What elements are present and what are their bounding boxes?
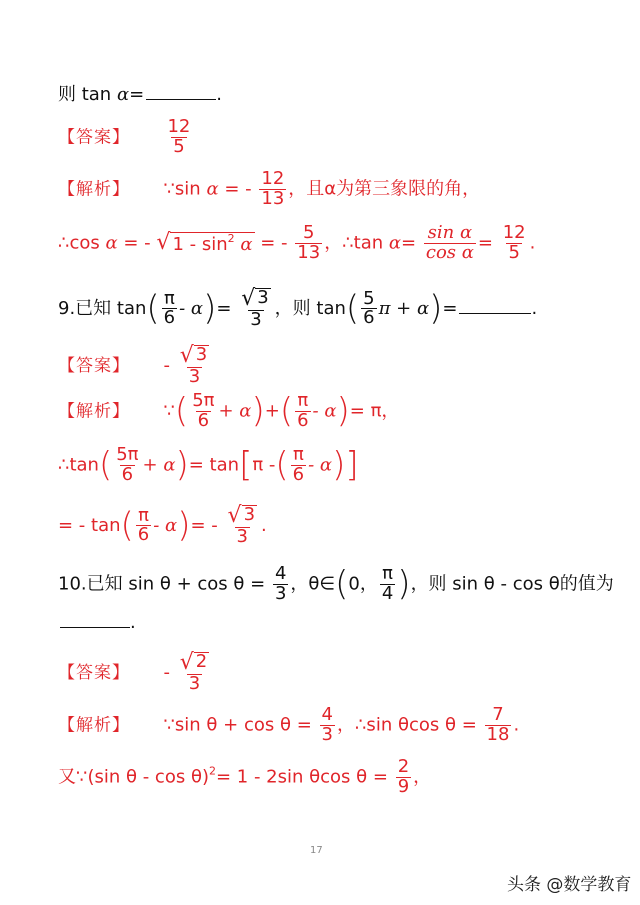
radicand: 3 xyxy=(257,287,269,308)
q9-answer-fraction xyxy=(178,345,211,387)
fraction-numerator: 5π xyxy=(116,444,139,465)
fraction-numerator: 5 xyxy=(303,222,315,243)
fraction xyxy=(485,706,512,745)
analysis-text: ∴tan xyxy=(58,454,99,476)
q10-stem-line xyxy=(58,565,614,604)
alpha-symbol: α xyxy=(116,84,130,105)
analysis-text: ，且α为第三象限的角， xyxy=(288,178,481,200)
question-text: 10.已知 sin θ + cos θ = xyxy=(58,573,266,595)
left-paren: ( xyxy=(98,444,113,485)
square-root xyxy=(156,232,254,254)
exponent: 2 xyxy=(208,764,216,778)
equals: = xyxy=(442,297,458,319)
radical-sign: √ xyxy=(179,343,194,368)
answer-blank xyxy=(146,97,216,100)
fraction-numerator: 12 xyxy=(167,116,191,137)
analysis-text: = - tan xyxy=(58,514,121,536)
radical-sign: √ xyxy=(227,503,242,528)
fraction-numerator: π xyxy=(138,504,149,526)
fraction-denominator: 9 xyxy=(397,775,410,797)
equals: = xyxy=(216,297,232,319)
radicand: 2 xyxy=(195,651,208,672)
fraction-numerator: 5 xyxy=(363,287,375,309)
fraction-denominator: 5 xyxy=(173,135,185,157)
analysis-tag: 【解析】 xyxy=(58,715,130,736)
analysis-tag: 【解析】 xyxy=(58,401,130,422)
equals: = xyxy=(129,84,145,105)
fraction-denominator: 3 xyxy=(321,723,333,745)
left-bracket: [ xyxy=(239,444,253,485)
left-paren: ( xyxy=(335,563,349,604)
sqrt-numerator xyxy=(178,345,211,367)
left-paren: ( xyxy=(279,390,294,431)
sqrt-numerator xyxy=(226,505,259,527)
fraction-denominator: 13 xyxy=(261,187,285,209)
fraction-numerator: 7 xyxy=(492,704,504,725)
fraction-denominator: 6 xyxy=(121,463,134,485)
fraction-numerator: π xyxy=(163,287,175,309)
radicand-text: 1 - sin xyxy=(172,234,228,256)
fraction-numerator: 5π xyxy=(192,390,215,411)
radicand: 3 xyxy=(195,344,208,365)
alpha-symbol: α xyxy=(105,232,118,254)
fraction-denominator: 6 xyxy=(197,409,210,431)
radicand xyxy=(170,232,254,254)
plus-alpha: π + α xyxy=(378,297,430,319)
fraction xyxy=(380,565,395,604)
right-paren: ) xyxy=(203,288,217,329)
fraction xyxy=(320,706,335,745)
exponent: 2 xyxy=(227,232,235,246)
answer-tag: 【答案】 xyxy=(58,127,130,148)
analysis-text: 又∵(sin θ - cos θ) xyxy=(58,766,209,788)
fraction-denominator: 6 xyxy=(137,524,150,546)
fraction-denominator: 4 xyxy=(381,582,394,604)
fraction-denominator: 3 xyxy=(274,582,287,604)
fraction-numerator: π xyxy=(297,390,309,411)
fraction xyxy=(226,505,259,547)
fraction-denominator: 3 xyxy=(250,309,262,330)
analysis-text: ， xyxy=(413,766,432,788)
answer-tag: 【答案】 xyxy=(58,355,130,376)
left-paren: ( xyxy=(345,288,360,329)
equals: = xyxy=(401,232,417,254)
period: . xyxy=(130,612,136,633)
fraction-denominator: 3 xyxy=(188,673,201,694)
q10-analysis-line2 xyxy=(58,758,431,797)
period: . xyxy=(531,297,538,319)
fraction xyxy=(361,287,376,329)
right-paren: ) xyxy=(251,390,265,431)
minus-alpha: - α xyxy=(153,514,178,536)
right-paren: ) xyxy=(175,444,189,485)
plus-alpha: + α xyxy=(142,454,176,476)
analysis-text: = - xyxy=(260,232,288,254)
left-paren: ( xyxy=(146,288,160,329)
answer-sign: - xyxy=(163,661,170,683)
right-paren: ) xyxy=(397,563,411,604)
fraction-denominator: 6 xyxy=(292,463,305,485)
alpha-symbol: α xyxy=(240,234,253,256)
fraction xyxy=(291,446,306,485)
q10-answer-line xyxy=(58,652,213,694)
left-paren: ( xyxy=(174,390,189,431)
fraction-denominator: 18 xyxy=(486,723,510,745)
analysis-text: = 1 - 2sin θcos θ = xyxy=(215,766,388,788)
question-text: ，θ∈ xyxy=(290,573,336,595)
fraction-denominator: 13 xyxy=(297,241,321,263)
analysis-text: ，∴tan xyxy=(324,232,389,254)
plus-sign: + xyxy=(264,400,280,422)
radical-sign: √ xyxy=(156,230,171,256)
left-paren: ( xyxy=(275,444,289,485)
question-text: 9.已知 tan xyxy=(58,297,147,319)
fraction xyxy=(259,170,286,209)
left-paren: ( xyxy=(120,505,134,546)
fraction-denominator: 3 xyxy=(188,366,201,387)
answer-sign: - xyxy=(163,354,170,376)
analysis-text: ∵ xyxy=(163,400,175,422)
minus-alpha: - α xyxy=(179,297,204,319)
fraction xyxy=(162,287,177,329)
q8-tail-text: 则 tan xyxy=(58,84,117,105)
analysis-text: ∵sin θ + cos θ = xyxy=(163,714,312,736)
right-paren: ) xyxy=(429,288,443,329)
fraction xyxy=(501,224,528,263)
q9-stem-line xyxy=(58,288,537,330)
right-paren: ) xyxy=(336,390,350,431)
analysis-tag: 【解析】 xyxy=(58,179,130,200)
fraction-numerator: 4 xyxy=(274,563,287,584)
fraction xyxy=(424,224,476,263)
minus-alpha: - α xyxy=(308,454,333,476)
question-text: ，则 tan xyxy=(274,297,346,319)
right-paren: ) xyxy=(332,444,346,485)
sqrt-numerator xyxy=(178,652,211,674)
question-text: ，则 sin θ - cos θ的值为 xyxy=(410,573,614,595)
answer-blank xyxy=(60,625,130,628)
radical-sign: √ xyxy=(241,286,256,311)
analysis-text: = π， xyxy=(349,400,400,422)
sqrt-numerator xyxy=(239,288,272,310)
fraction-numerator: 12 xyxy=(502,222,526,243)
fraction-denominator: 6 xyxy=(163,307,176,329)
alpha-symbol: α xyxy=(206,178,219,200)
fraction xyxy=(273,565,288,604)
q9-analysis-line1 xyxy=(58,392,399,431)
fraction xyxy=(295,224,322,263)
radical-sign: √ xyxy=(179,650,194,675)
answer-blank xyxy=(459,311,531,314)
fraction-denominator: cos α xyxy=(425,241,474,263)
fraction-numerator: 2 xyxy=(397,756,410,777)
equals: = xyxy=(477,232,493,254)
fraction-denominator: 6 xyxy=(363,307,375,329)
page-number: 17 xyxy=(310,845,323,856)
analysis-text: ∵sin xyxy=(163,178,207,200)
fraction-numerator: π xyxy=(382,563,393,584)
analysis-text: = - xyxy=(123,232,151,254)
fraction xyxy=(239,288,272,330)
q8-answer-line xyxy=(58,118,194,157)
right-bracket: ] xyxy=(345,444,359,485)
plus-alpha: + α xyxy=(218,400,252,422)
fraction-numerator: 4 xyxy=(321,704,333,725)
fraction-denominator: 5 xyxy=(508,241,520,263)
analysis-text: ，∴sin θcos θ = xyxy=(336,714,477,736)
analysis-text: = tan xyxy=(188,454,240,476)
analysis-text: π - xyxy=(252,454,276,476)
q10-answer-fraction xyxy=(178,652,211,694)
q10-blank-line xyxy=(58,614,136,632)
fraction-numerator: sin α xyxy=(427,222,473,243)
period: . xyxy=(529,232,536,254)
fraction xyxy=(190,392,216,431)
analysis-text: = - xyxy=(224,178,252,200)
q10-analysis-line1 xyxy=(58,706,519,745)
q9-analysis-line2 xyxy=(58,446,359,485)
q8-tail-line xyxy=(58,86,222,104)
question-text: 0， xyxy=(348,573,378,595)
fraction-denominator: 3 xyxy=(236,526,248,547)
q8-analysis-line1 xyxy=(58,170,480,209)
fraction xyxy=(295,392,310,431)
period: . xyxy=(261,514,267,536)
fraction xyxy=(114,446,140,485)
fraction xyxy=(396,758,411,797)
fraction-denominator: 6 xyxy=(297,409,309,431)
fraction xyxy=(136,504,151,546)
period: . xyxy=(216,84,222,105)
radicand: 3 xyxy=(243,504,256,525)
period: . xyxy=(513,714,520,736)
fraction-numerator: 12 xyxy=(261,168,285,189)
q8-answer-fraction xyxy=(165,118,192,157)
right-paren: ) xyxy=(177,505,191,546)
watermark: 头条 @数学教育 xyxy=(507,875,632,895)
analysis-text: ∴cos xyxy=(58,232,106,254)
q9-analysis-line3 xyxy=(58,505,267,547)
answer-tag: 【答案】 xyxy=(58,662,130,683)
fraction-numerator: π xyxy=(292,444,304,465)
q9-answer-line xyxy=(58,345,213,387)
minus-alpha: - α xyxy=(312,400,337,422)
q8-analysis-line2 xyxy=(58,224,535,263)
alpha-symbol: α xyxy=(388,232,402,254)
analysis-text: = - xyxy=(190,514,218,536)
